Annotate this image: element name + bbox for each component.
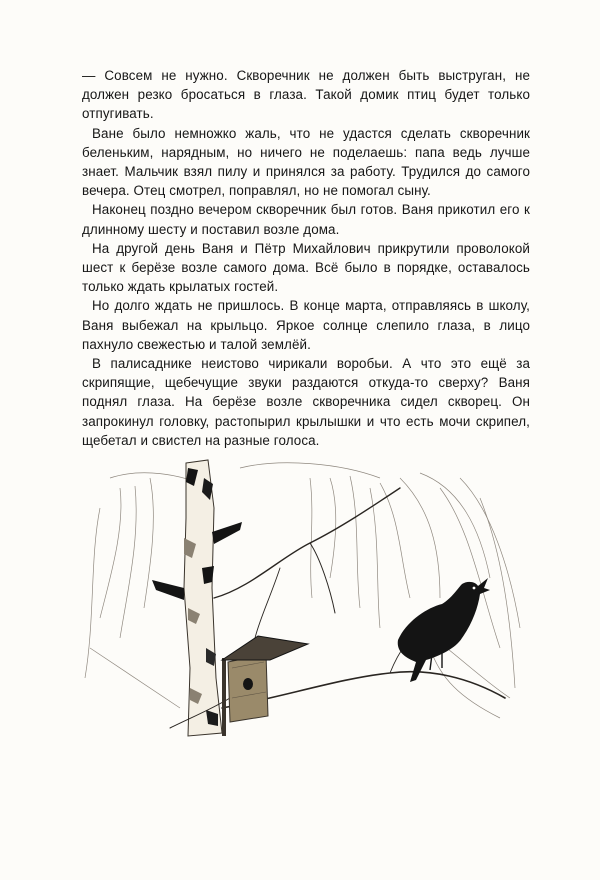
paragraph: Ване было немножко жаль, что не удастся сделать скворечник беленьким, нарядным, но ничего не поделаешь: папа ведь лучше знает. Мальчик взял пилу и принялся за работу. Трудился до самого вечера. Отец смотрел, поправлял, но не помогал сыну. <box>82 125 530 199</box>
birdhouse <box>222 636 308 736</box>
paragraph: На другой день Ваня и Пётр Михайлович прикрутили проволокой шест к берёзе возле самого дома. Всё было в порядке, оставалось только ждать крылатых гостей. <box>82 240 530 295</box>
starling-bird <box>398 578 490 682</box>
paragraph: В палисаднике неистово чирикали воробьи. А что это ещё за скрипящие, щебечущие звуки раздаются откуда-то сверху? Ваня поднял глаза. На берёзе возле скворечника сидел скворец. Он запрокинул головку, растопырил крылышки и что есть мочи скрипел, щебетал и свистел на разные голоса. <box>82 356 530 448</box>
paragraph: — Совсем не нужно. Скворечник не должен быть выструган, не должен резко бросаться в глаза. Такой домик птиц будет только отпугивать. <box>82 68 530 122</box>
paragraph: Наконец поздно вечером скворечник был готов. Ваня прикотил его к длинному шесту и поставил возле дома. <box>82 202 530 237</box>
birch-trunk <box>152 460 242 736</box>
birch-starling-illustration <box>80 448 530 748</box>
birch-twigs <box>85 463 520 718</box>
paragraph: Но долго ждать не пришлось. В конце марта, отправляясь в школу, Ваня выбежал на крыльцо. Яркое солнце слепило глаза, в лицо пахнуло свежестью и талой землёй. <box>82 298 530 352</box>
story-text <box>82 66 530 450</box>
